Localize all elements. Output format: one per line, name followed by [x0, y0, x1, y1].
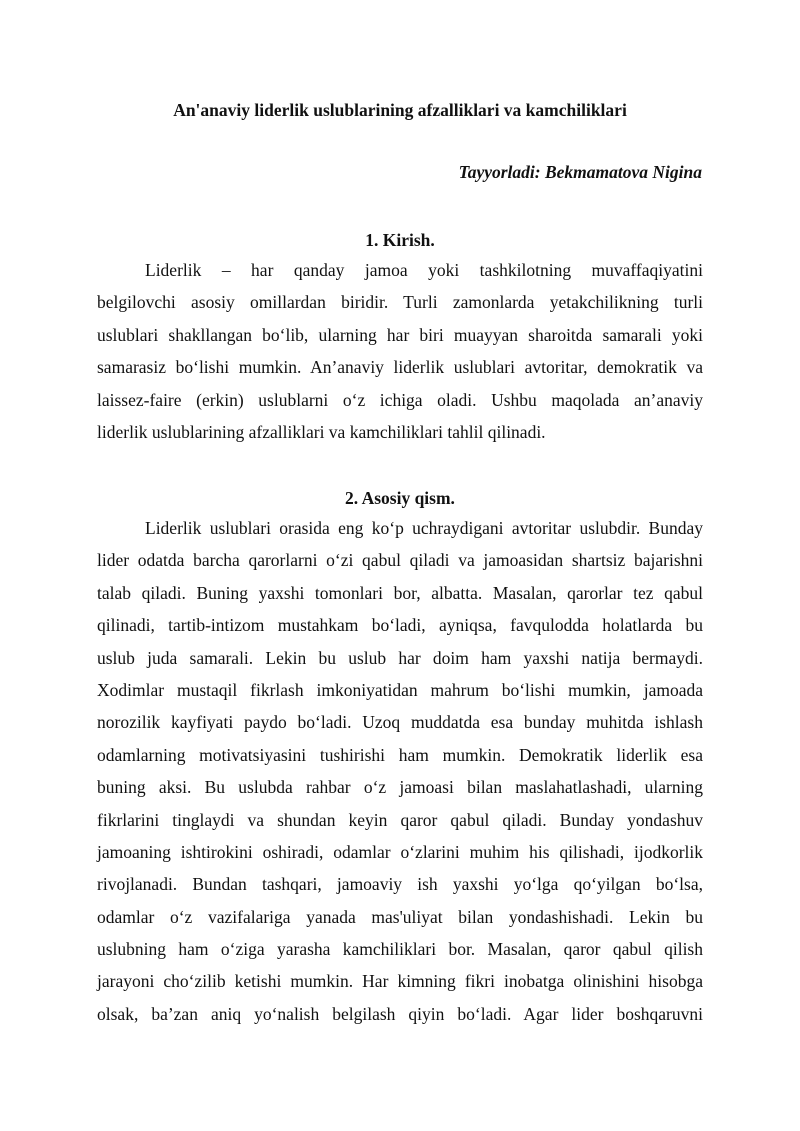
paragraph-line: Xodimlar mustaqil fikrlash imkoniyatidan mahrum bo‘lishi mumkin, jamoada: [97, 679, 703, 700]
paragraph-line: odamlar o‘z vazifalariga yanada mas'uliyat bilan yondashishadi. Lekin bu: [97, 906, 703, 927]
paragraph-line: Liderlik – har qanday jamoa yoki tashkilotning muvaffaqiyatini: [145, 260, 703, 280]
paragraph-line: Liderlik uslublari orasida eng ko‘p uchraydigani avtoritar uslubdir. Bunday: [145, 518, 703, 538]
paragraph-line: uslubning ham o‘ziga yarasha kamchiliklari bor. Masalan, qaror qabul qilish: [97, 939, 703, 960]
paragraph-line: fikrlarini tinglaydi va shundan keyin qaror qabul qiladi. Bunday yondashuv: [97, 809, 703, 830]
paragraph-line: belgilovchi asosiy omillardan biridir. Turli zamonlarda yetakchilikning turli: [97, 292, 703, 313]
paragraph-line: laissez-faire (erkin) uslublarni o‘z ichiga oladi. Ushbu maqolada an’anaviy: [97, 389, 703, 410]
paragraph-line: uslublari shakllangan bo‘lib, ularning har biri muayyan sharoitda samarali yoki: [97, 324, 703, 345]
paragraph-line: qilinadi, tartib-intizom mustahkam bo‘ladi, ayniqsa, favqulodda holatlarda bu: [97, 615, 703, 636]
paragraph-line: uslub juda samarali. Lekin bu uslub har doim ham yaxshi natija bermaydi.: [97, 647, 703, 668]
paragraph-line: olsak, ba’zan aniq yo‘nalish belgilash qiyin bo‘ladi. Agar lider boshqaruvni: [97, 1003, 703, 1024]
section-heading-intro: 1. Kirish.: [365, 230, 435, 250]
section-body-intro: [97, 254, 703, 448]
paragraph-line: norozilik kayfiyati paydo bo‘ladi. Uzoq muddatda esa bunday muhitda ishlash: [97, 712, 703, 733]
paragraph-line: rivojlanadi. Bundan tashqari, jamoaviy ish yaxshi yo‘lga qo‘yilgan bo‘lsa,: [97, 874, 703, 895]
paragraph-line: talab qiladi. Buning yaxshi tomonlari bor, albatta. Masalan, qarorlar tez qabul: [97, 582, 703, 603]
paragraph-line: jamoaning ishtirokini oshiradi, odamlar o‘zlarini muhim his qilishadi, ijodkorlik: [97, 841, 703, 862]
document-title: An'anaviy liderlik uslublarining afzalliklari va kamchiliklari: [173, 100, 627, 120]
section-heading-main: 2. Asosiy qism.: [345, 488, 455, 508]
section-body-main: [97, 512, 703, 1030]
paragraph-line: odamlarning motivatsiyasini tushirishi ham mumkin. Demokratik liderlik esa: [97, 744, 703, 765]
author-line: Tayyorladi: Bekmamatova Nigina: [458, 162, 702, 182]
paragraph-line: samarasiz bo‘lishi mumkin. An’anaviy liderlik uslublari avtoritar, demokratik va: [97, 357, 703, 378]
paragraph-line: buning aksi. Bu uslubda rahbar o‘z jamoasi bilan maslahatlashadi, ularning: [97, 777, 703, 798]
paragraph-line: liderlik uslublarining afzalliklari va kamchiliklari tahlil qilinadi.: [97, 421, 546, 442]
paragraph-line: lider odatda barcha qarorlarni o‘zi qabul qiladi va jamoasidan shartsiz bajarishni: [97, 550, 703, 571]
paragraph-line: jarayoni cho‘zilib ketishi mumkin. Har kimning fikri inobatga olinishini hisobga: [97, 971, 703, 992]
